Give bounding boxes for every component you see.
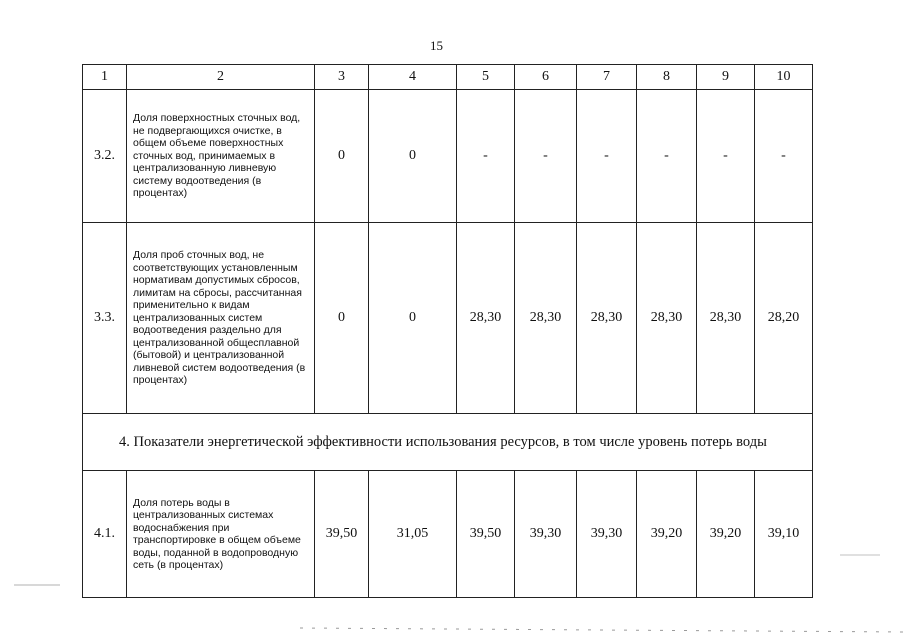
header-cell: 5 [457,65,515,90]
value-cell: 39,20 [697,471,755,598]
value-cell: 39,50 [315,471,369,598]
value-cell: 28,20 [755,223,813,414]
value-cell: 0 [315,90,369,223]
value-cell: 28,30 [577,223,637,414]
value-cell: 0 [369,223,457,414]
header-cell: 3 [315,65,369,90]
value-cell: 39,50 [457,471,515,598]
header-cell: 7 [577,65,637,90]
value-cell: 39,10 [755,471,813,598]
value-cell: - [637,90,697,223]
section-title: 4. Показатели энергетической эффективности использования ресурсов, в том числе уровень потерь воды [83,414,813,471]
indicators-table [82,64,813,598]
row-number: 4.1. [83,471,127,598]
header-row [83,65,813,90]
row-description: Доля поверхностных сточных вод, не подвергающихся очистке, в общем объеме поверхностных сточных вод, принимаемых в централизованную ливневую систему водоотведения (в процентах) [127,90,315,223]
value-cell: 39,30 [577,471,637,598]
header-cell: 6 [515,65,577,90]
header-cell: 1 [83,65,127,90]
value-cell: - [515,90,577,223]
header-cell: 9 [697,65,755,90]
header-cell: 4 [369,65,457,90]
value-cell: 28,30 [457,223,515,414]
row-description: Доля потерь воды в централизованных системах водоснабжения при транспортировке в общем объеме воды, поданной в водопроводную сеть (в процентах) [127,471,315,598]
table-row [83,223,813,414]
page-number: 15 [430,38,443,53]
header-cell: 8 [637,65,697,90]
section-row [83,414,813,471]
value-cell: - [457,90,515,223]
value-cell: 0 [369,90,457,223]
value-cell: - [577,90,637,223]
row-number: 3.2. [83,90,127,223]
table-row [83,90,813,223]
table-row [83,471,813,598]
header-cell: 10 [755,65,813,90]
value-cell: 28,30 [637,223,697,414]
value-cell: 0 [315,223,369,414]
value-cell: - [697,90,755,223]
header-cell: 2 [127,65,315,90]
value-cell: 31,05 [369,471,457,598]
value-cell: 28,30 [515,223,577,414]
value-cell: 28,30 [697,223,755,414]
value-cell: 39,30 [515,471,577,598]
row-description: Доля проб сточных вод, не соответствующих установленным нормативам допустимых сбросов, лимитам на сбросы, рассчитанная применительно к видам централизованных систем водоотведения раздельно для централизованной общесплавной (бытовой) и централизованной ливневой систем водоотведения (в процентах) [127,223,315,414]
value-cell: 39,20 [637,471,697,598]
value-cell: - [755,90,813,223]
row-number: 3.3. [83,223,127,414]
